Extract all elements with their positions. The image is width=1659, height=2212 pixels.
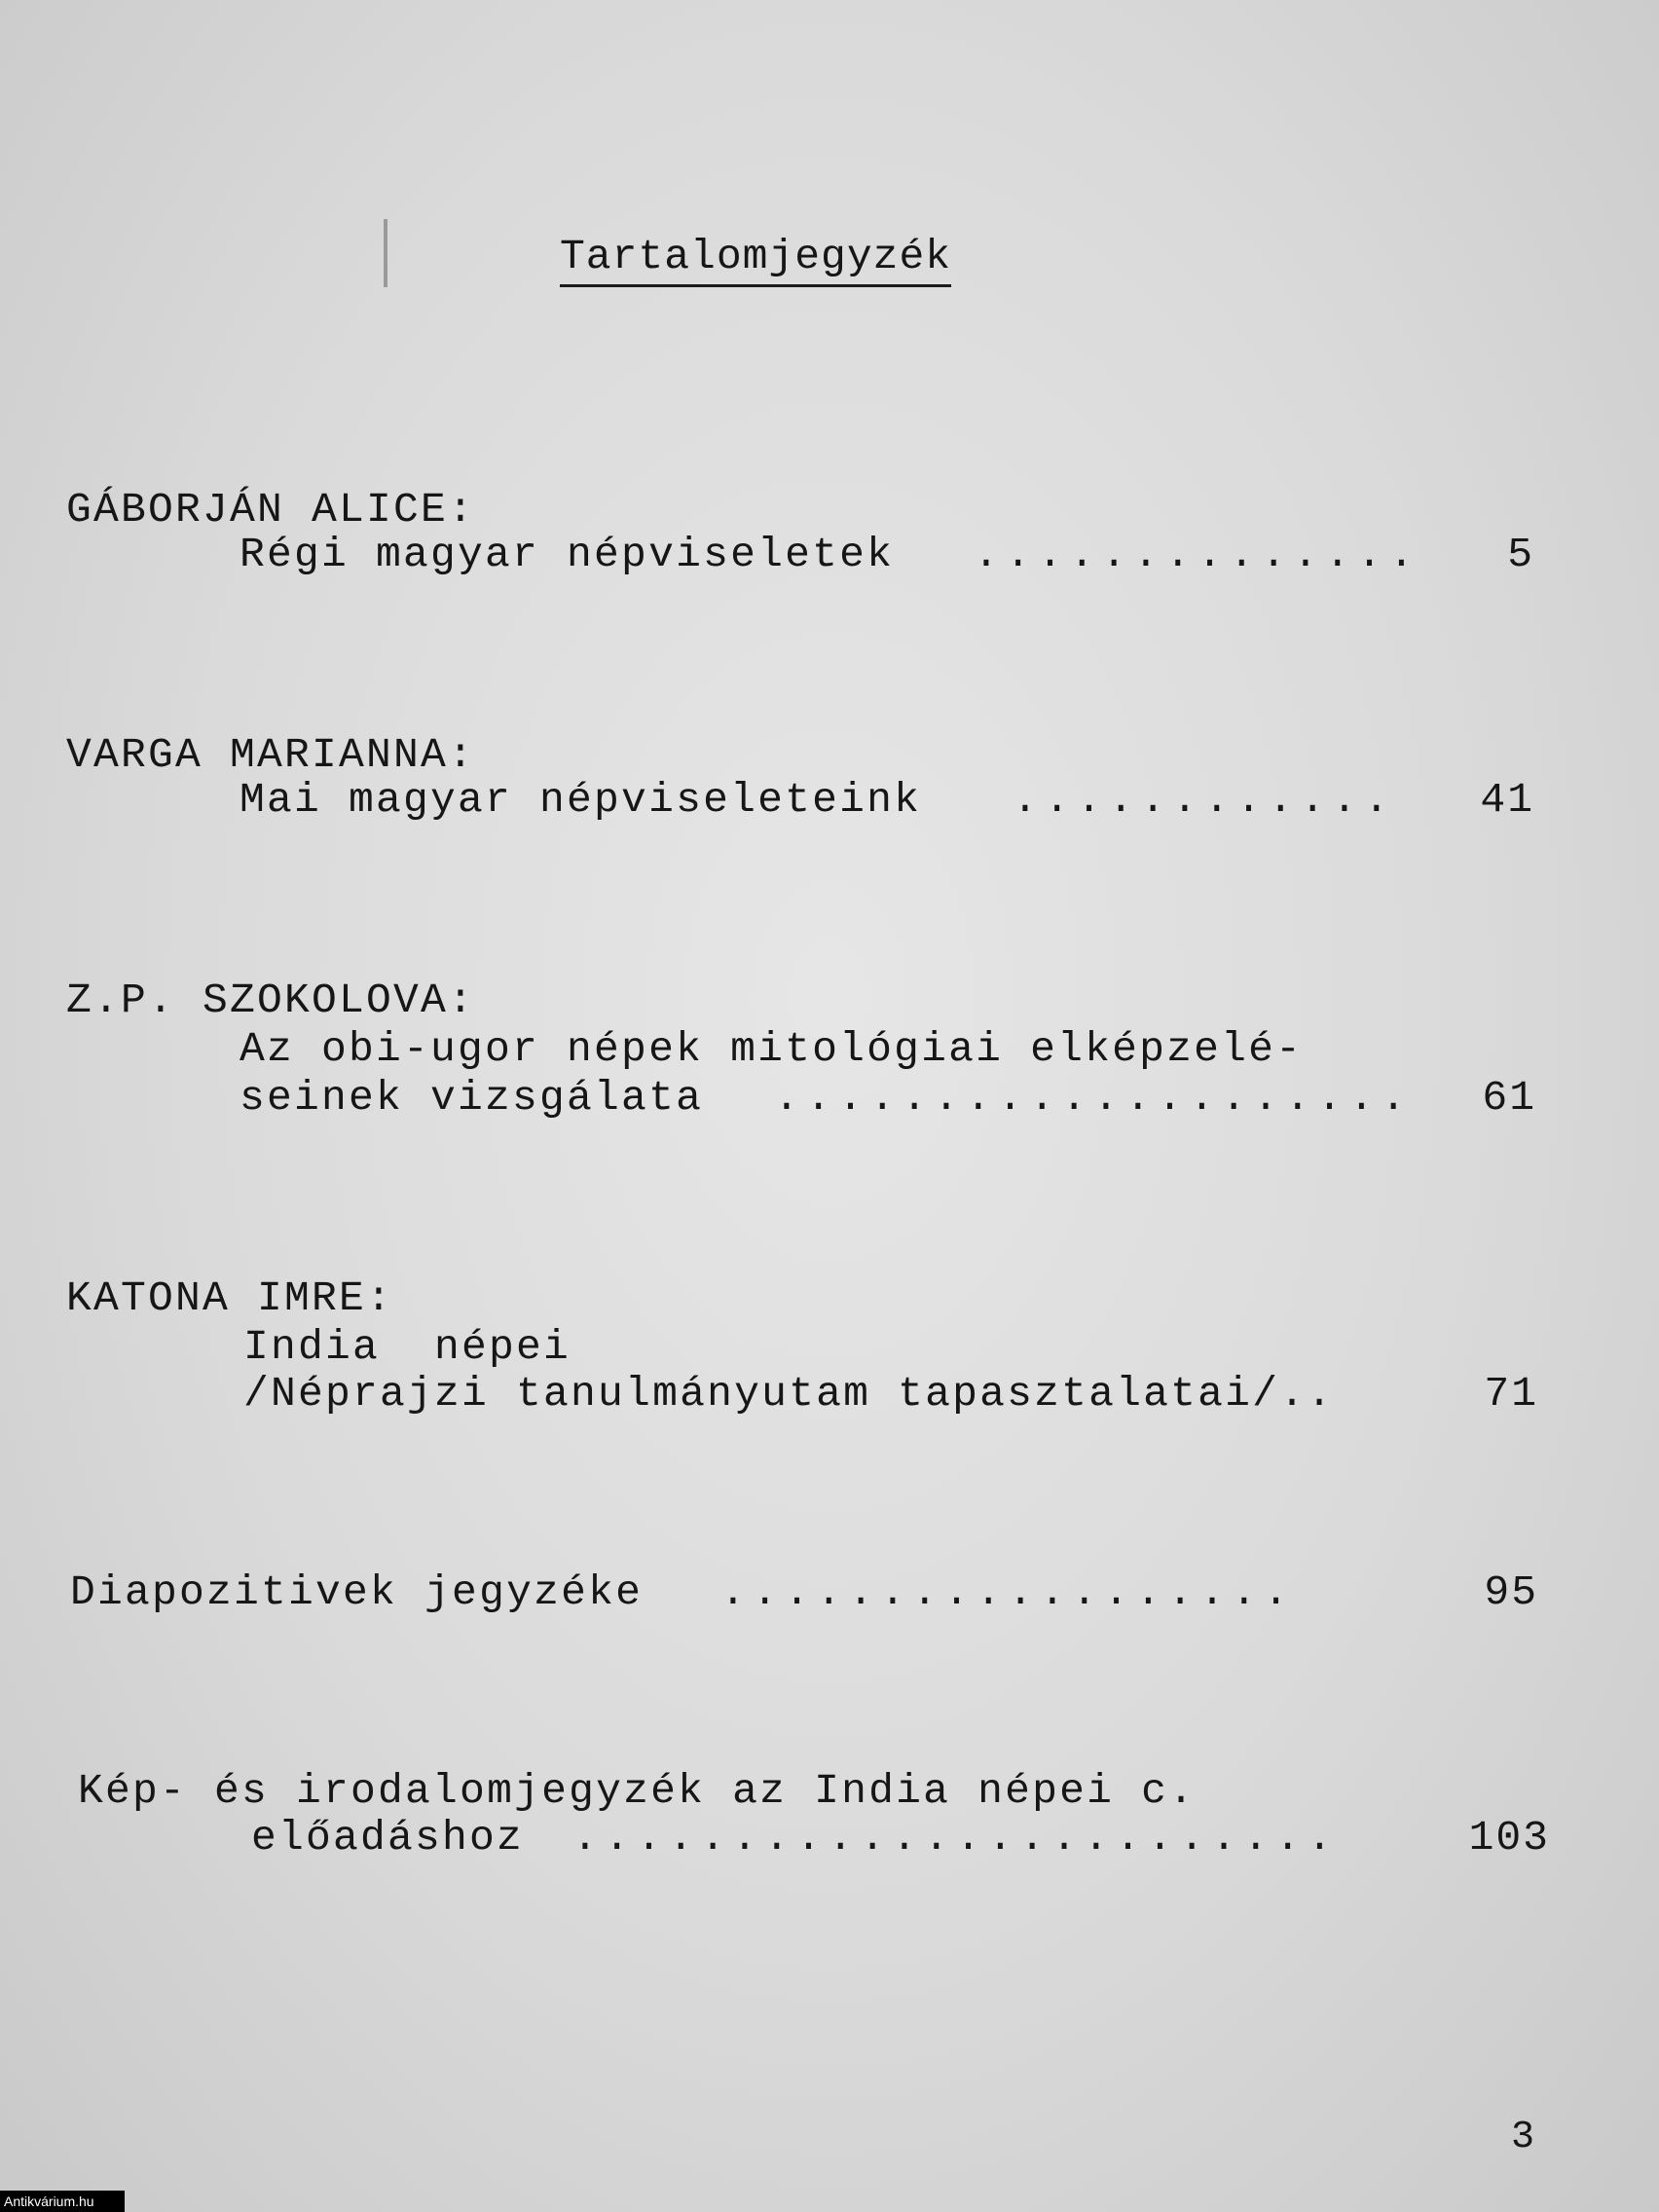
toc-page-number: 103 [1468, 1814, 1550, 1862]
page-number: 3 [1511, 2116, 1537, 2159]
page-title: Tartalomjegyzék [560, 234, 951, 287]
toc-page-number: 61 [1482, 1074, 1536, 1122]
toc-entry-title: India népei [243, 1323, 571, 1371]
toc-entry-title: Régi magyar népviseletek [240, 531, 895, 578]
toc-entry-title: Diapozitivek jegyzéke [70, 1568, 644, 1616]
watermark: Antikvárium.hu [0, 2191, 125, 2212]
binding-mark [384, 219, 387, 287]
toc-author: GÁBORJÁN ALICE: [66, 486, 476, 534]
toc-entry-title: Kép- és irodalomjegyzék az India népei c. [78, 1767, 1197, 1815]
toc-leader-dots: ............ [1013, 777, 1396, 824]
toc-entry-subtitle: /Néprajzi tanulmányutam tapasztalatai/.. [243, 1370, 1335, 1418]
toc-entry-title: Mai magyar népviseleteink [240, 776, 922, 824]
toc-author: Z.P. SZOKOLOVA: [66, 977, 476, 1024]
toc-page-number: 95 [1484, 1568, 1538, 1616]
toc-page-number: 71 [1484, 1370, 1538, 1418]
toc-leader-dots: .................... [774, 1075, 1414, 1122]
toc-page-number: 41 [1480, 776, 1534, 824]
toc-leader-dots: ........................ [572, 1815, 1340, 1862]
toc-author: KATONA IMRE: [66, 1274, 394, 1322]
toc-leader-dots: .............. [974, 532, 1421, 578]
toc-entry-title-continued: seinek vizsgálata [240, 1074, 704, 1122]
toc-entry-title: Az obi-ugor népek mitológiai elképzelé- [240, 1025, 1304, 1073]
toc-page-number: 5 [1507, 531, 1534, 578]
toc-entry-title-continued: előadáshoz [251, 1814, 525, 1862]
toc-leader-dots: .................. [720, 1569, 1296, 1616]
toc-author: VARGA MARIANNA: [66, 731, 476, 779]
show-through-text [58, 117, 1577, 226]
